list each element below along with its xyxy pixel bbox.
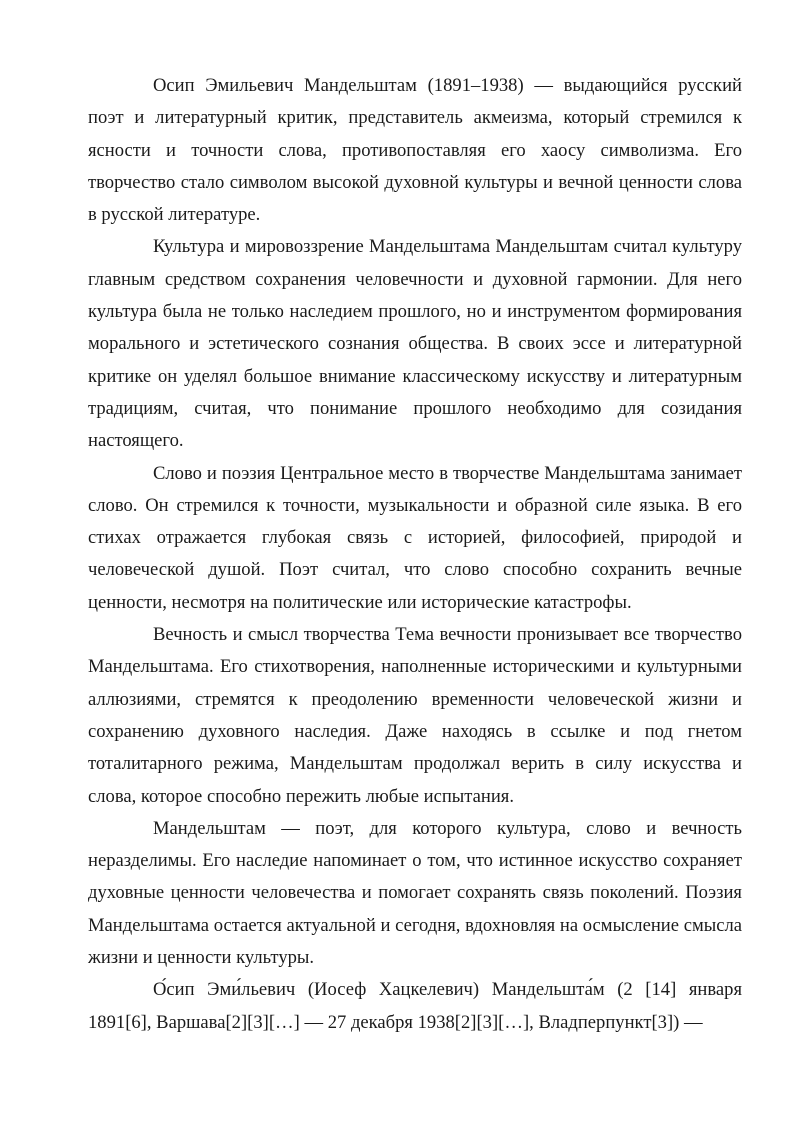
paragraph-culture: Культура и мировоззрение Мандельштама Мандельштам считал культуру главным средством сохранения человечности и духовной гармонии. Для него культура была не только наследием прошлого, но и инструментом формирования морального и эстетического сознания общества. В своих эссе и литературной критике он уделял большое внимание классическому искусству и литературным традициям, считая, что понимание прошлого необходимо для созидания настоящего. [88, 236, 742, 452]
paragraph-word-poetry: Слово и поэзия Центральное место в творчестве Мандельштама занимает слово. Он стремился к точности, музыкальности и образной силе языка. В его стихах отражается глубокая связь с историей, философией, природой и человеческой душой. Поэт считал, что слово способно сохранить вечные ценности, несмотря на политические или исторические катастрофы. [88, 462, 742, 613]
paragraph-intro: Осип Эмильевич Мандельштам (1891–1938) — выдающийся русский поэт и литературный критик, представитель акмеизма, который стремился к ясности и точности слова, противопоставляя его хаосу символизма. Его творчество стало символом высокой духовной культуры и вечной ценности слова в русской литературе. [88, 75, 742, 226]
paragraph-eternity: Вечность и смысл творчества Тема вечности пронизывает все творчество Мандельштама. Его стихотворения, наполненные историческими и культурными аллюзиями, стремятся к преодолению временности человеческой жизни и сохранению духовного наследия. Даже находясь в ссылке и под гнетом тоталитарного режима, Мандельштам продолжал верить в силу искусства и слова, которое способно пережить любые испытания. [88, 624, 742, 807]
paragraph-biography: О́сип Эми́льевич (Иосеф Хацкелевич) Мандельшта́м (2 [14] января 1891[6], Варшава[2][3][…] — 27 декабря 1938[2][3][…], Владперпункт[3]) — [88, 979, 742, 1033]
document-body [88, 70, 742, 1039]
paragraph-conclusion: Мандельштам — поэт, для которого культура, слово и вечность неразделимы. Его наследие напоминает о том, что истинное искусство сохраняет духовные ценности человечества и помогает сохранять связь поколений. Поэзия Мандельштама остается актуальной и сегодня, вдохновляя на осмысление смысла жизни и ценности культуры. [88, 817, 742, 969]
